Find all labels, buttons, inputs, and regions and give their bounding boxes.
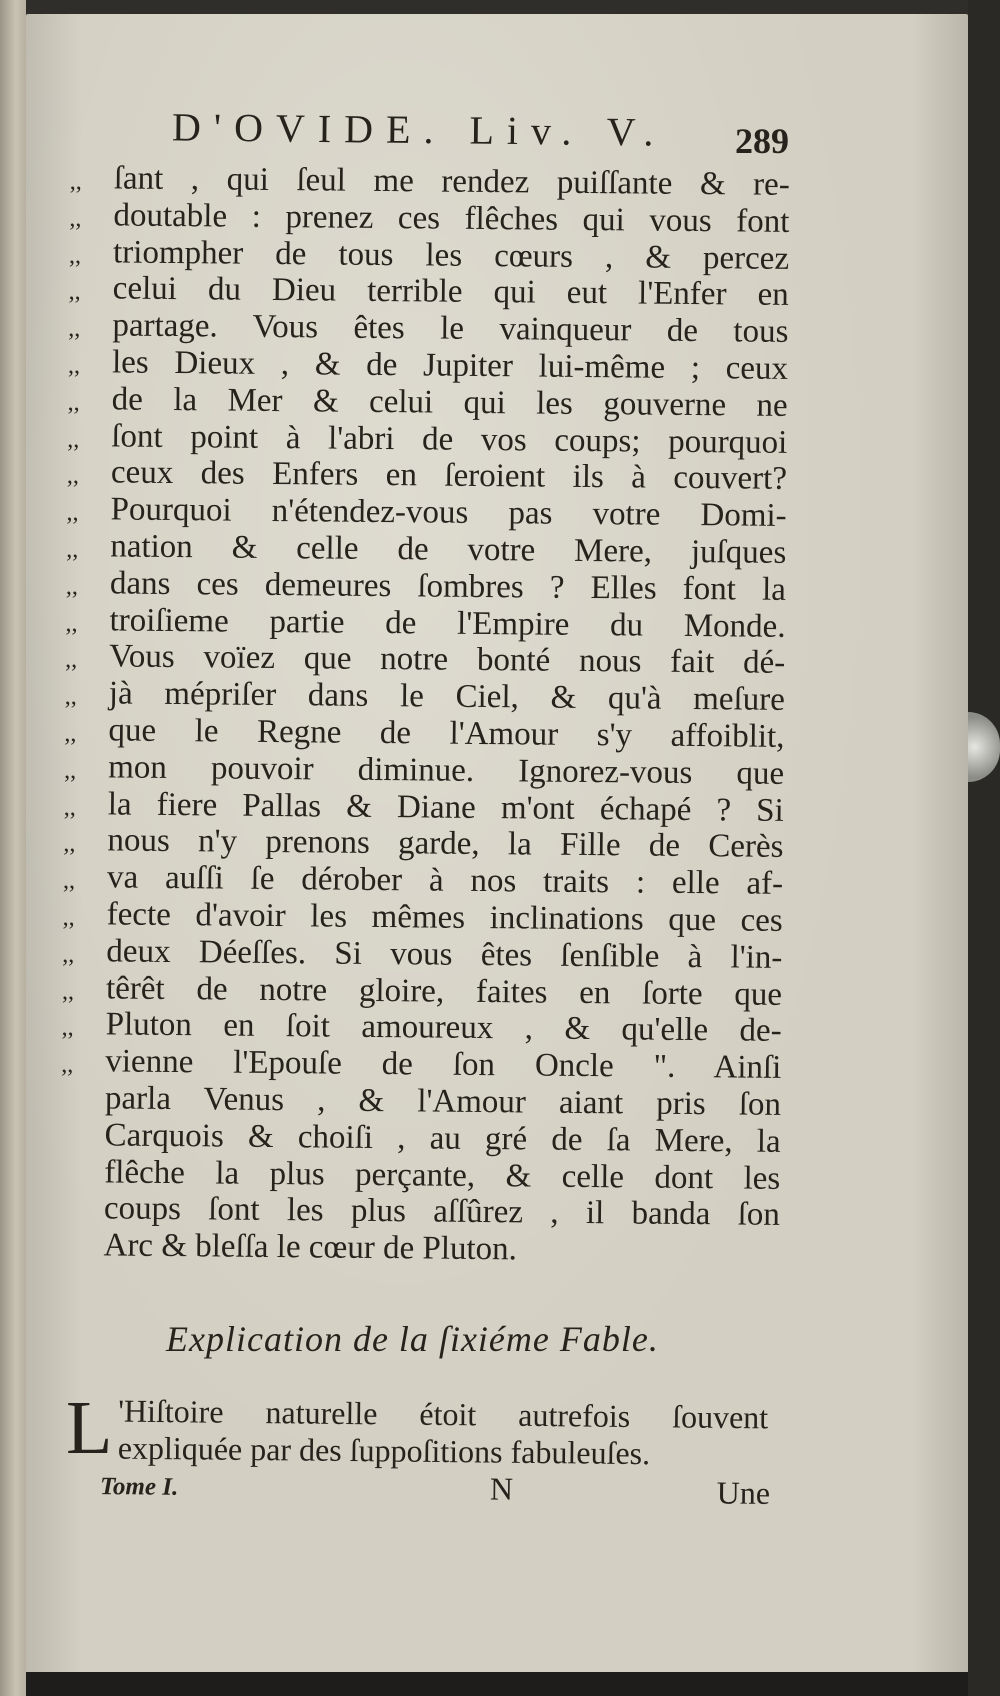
drop-cap: L <box>66 1386 113 1470</box>
quote-mark: ,, <box>66 500 79 527</box>
line-text: doutable : prenez ces flêches qui vous font <box>113 197 790 240</box>
catchword: Une <box>716 1474 771 1511</box>
line-text: flêche la plus perçante, & celle dont les <box>104 1153 781 1197</box>
line-text: que le Regne de l'Amour s'y affoiblit, <box>108 712 785 755</box>
line-text: Pluton en ſoit amoureux , & qu'elle de- <box>105 1006 782 1050</box>
quote-mark: ,, <box>68 242 82 269</box>
quote-mark: ,, <box>65 573 79 600</box>
line-text: coups ſont les plus aſſûrez , il banda ſon <box>103 1190 781 1234</box>
page-footer <box>100 1467 770 1513</box>
line-text: Arc & bleſſa le cœur de Pluton. <box>103 1227 518 1268</box>
quote-mark: ,, <box>61 978 75 1005</box>
quote-mark <box>60 1190 104 1227</box>
quote-mark <box>60 1153 104 1190</box>
quote-mark <box>59 1227 103 1264</box>
quote-mark: ,, <box>62 868 76 895</box>
line-text: ceux des Enfers en ſeroient ils à couvert? <box>110 454 788 498</box>
quote-mark: ,, <box>67 352 81 380</box>
line-text: Pourquoi n'étendez-vous pas votre Domi- <box>110 491 787 535</box>
quote-mark: ,, <box>67 426 80 453</box>
quote-mark <box>60 1117 104 1154</box>
line-text: têrêt de notre gloire, faites en ſorte que <box>105 969 783 1013</box>
quote-mark: ,, <box>69 168 82 196</box>
line-text: vienne l'Epouſe de ſon Oncle ". Ainſi <box>105 1043 782 1086</box>
quote-mark: ,, <box>68 279 81 306</box>
line-text: troiſieme partie de l'Empire du Monde. <box>109 601 786 645</box>
line-text: dans ces demeures ſombres ? Elles font la <box>109 565 787 608</box>
line-text: de la Mer & celui qui les gouverne ne <box>111 381 788 424</box>
quote-mark: ,, <box>67 389 80 416</box>
line-text: la fiere Pallas & Diane m'ont échapé ? Si <box>107 785 784 829</box>
line-text: parla Venus , & l'Amour aiant pris ſon <box>104 1080 782 1123</box>
line-text: partage. Vous êtes le vainqueur de tous <box>112 307 789 351</box>
quote-mark: ,, <box>64 720 77 748</box>
quote-mark: ,, <box>69 205 82 232</box>
quote-mark: ,, <box>64 684 77 711</box>
line-text: deux Déeſſes. Si vous êtes ſenſible à l'in- <box>106 933 783 976</box>
volume-label: Tome I. <box>99 1473 179 1501</box>
bottom-background <box>26 1672 968 1696</box>
line-text: ſant , qui ſeul me rendez puiſſante & re- <box>113 160 790 203</box>
section-text <box>118 1393 769 1473</box>
body-text <box>59 160 790 1271</box>
quote-mark: ,, <box>62 904 75 932</box>
quote-mark: ,, <box>68 316 81 343</box>
section-heading: Explication de la ſixiéme Fable. <box>166 1319 659 1359</box>
right-background <box>968 0 1000 1696</box>
line-text: fecte d'avoir les mêmes inclinations que ces <box>106 896 783 939</box>
signature-mark: N <box>489 1470 514 1507</box>
quote-mark: ,, <box>66 536 79 564</box>
text-line <box>59 1227 779 1271</box>
line-text: les Dieux , & de Jupiter lui-même ; ceux <box>111 344 789 387</box>
page-number: 289 <box>735 121 789 161</box>
quote-mark: ,, <box>61 1052 74 1079</box>
running-title: D'OVIDE. Liv. V. <box>171 104 667 155</box>
section-line-text: 'Hiſtoire naturelle étoit autrefois ſouvent <box>118 1392 769 1436</box>
facing-page-edge <box>0 0 26 1696</box>
quote-mark: ,, <box>65 647 78 674</box>
quote-mark: ,, <box>66 463 80 490</box>
line-text: celui du Dieu terrible qui eut l'Enfer en <box>112 270 789 314</box>
line-text: nation & celle de votre Mere, juſques <box>110 528 787 571</box>
line-text: ſont point à l'abri de vos coups; pourquoi <box>111 417 788 461</box>
line-text: triompher de tous les cœurs , & percez <box>112 234 790 277</box>
quote-mark: ,, <box>65 610 78 637</box>
line-text: Carquois & choiſi , au gré de ſa Mere, la <box>104 1117 781 1160</box>
line-text: jà mépriſer dans le Ciel, & qu'à meſure <box>108 675 786 719</box>
quote-mark: ,, <box>62 941 75 968</box>
line-text: mon pouvoir diminue. Ignorez-vous que <box>108 749 785 792</box>
line-text: Vous voïez que notre bonté nous fait dé- <box>109 638 786 682</box>
quote-mark: ,, <box>64 757 77 784</box>
line-text: nous n'y prenons garde, la Fille de Cerès <box>107 822 784 866</box>
section-line-text: expliquée par des ſuppoſitions fabuleuſes. <box>117 1429 651 1471</box>
running-head <box>0 106 1000 166</box>
quote-mark: ,, <box>61 1015 74 1042</box>
quote-mark: ,, <box>63 831 76 858</box>
line-text: va auſſi ſe dérober à nos traits : elle af- <box>106 859 784 903</box>
quote-mark: ,, <box>63 794 76 821</box>
quote-mark <box>61 1080 105 1117</box>
section-line <box>118 1429 768 1473</box>
